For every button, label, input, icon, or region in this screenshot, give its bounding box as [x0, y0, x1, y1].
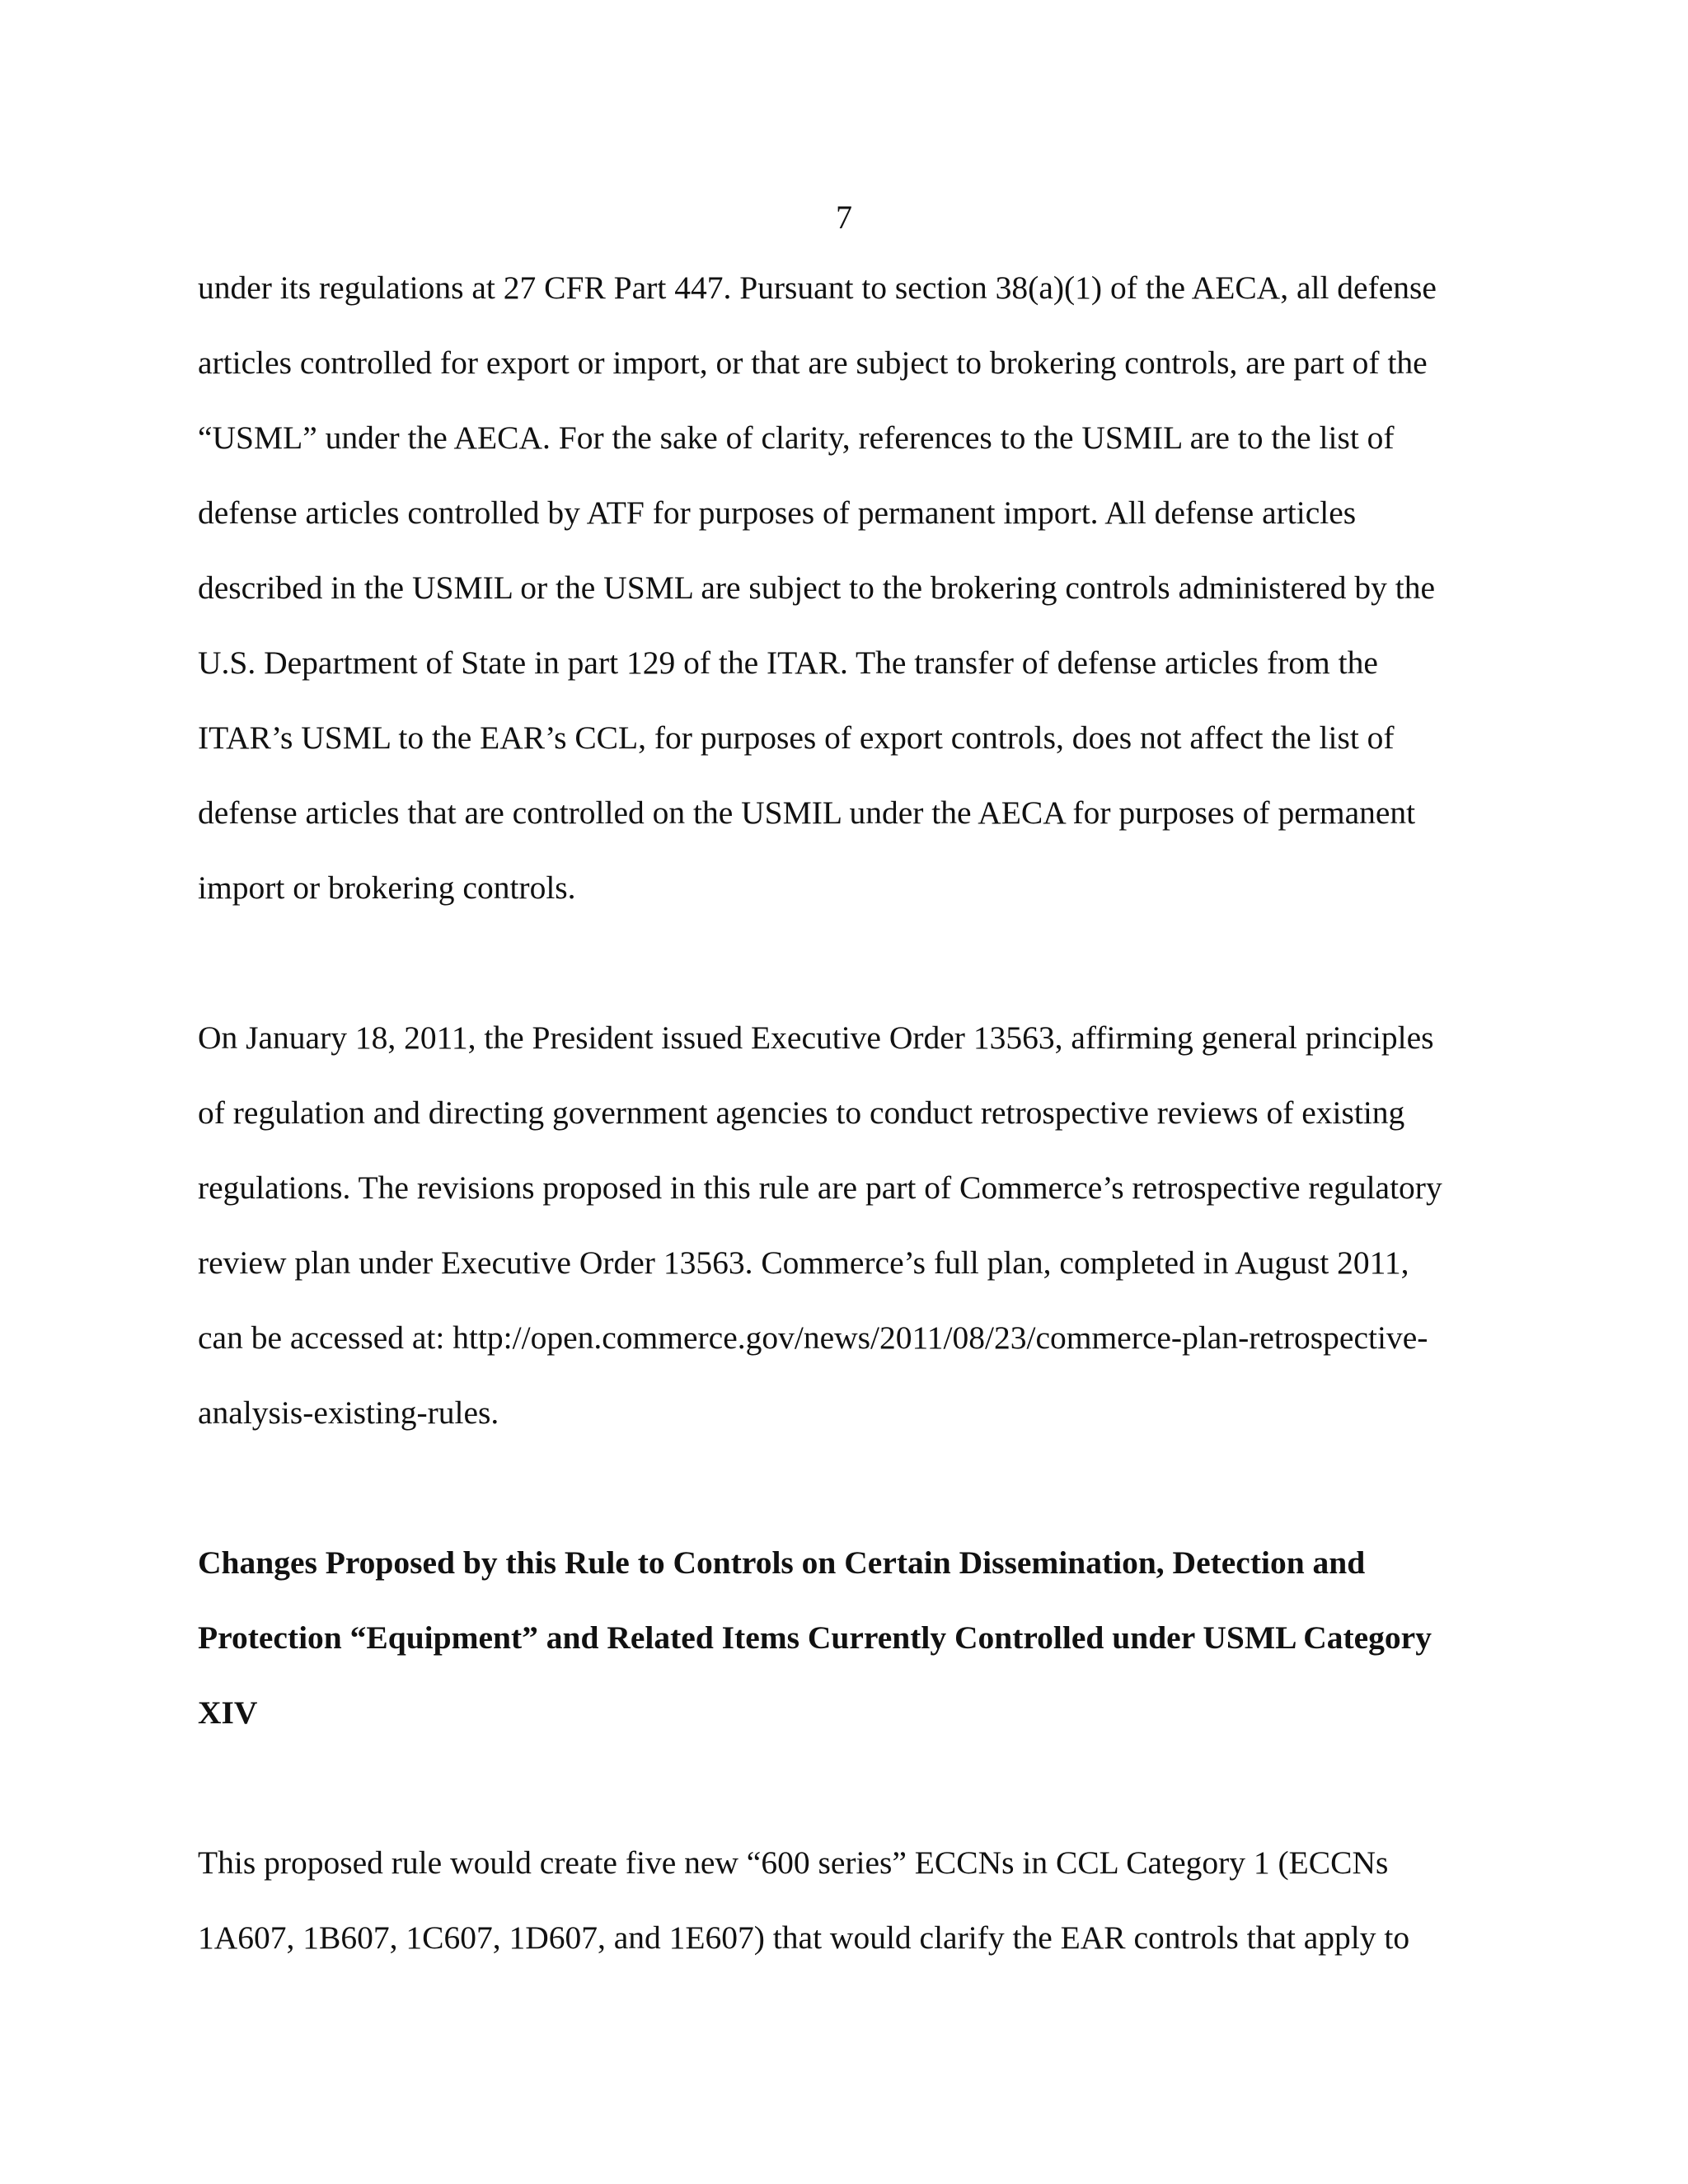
paragraph-line: regulations. The revisions proposed in this rule are part of Commerce’s retrospective regulatory: [198, 1169, 1442, 1206]
paragraph-line: import or brokering controls.: [198, 869, 576, 906]
paragraph-line: On January 18, 2011, the President issued Executive Order 13563, affirming general principles: [198, 1019, 1434, 1056]
paragraph-line: ITAR’s USML to the EAR’s CCL, for purposes of export controls, does not affect the list of: [198, 719, 1395, 756]
heading-line: XIV: [198, 1694, 258, 1731]
paragraph-line: analysis-existing-rules.: [198, 1394, 499, 1431]
paragraph-line: of regulation and directing government agencies to conduct retrospective reviews of existing: [198, 1094, 1405, 1131]
page-number: 7: [836, 199, 852, 236]
paragraph-line: articles controlled for export or import, or that are subject to brokering controls, are part of the: [198, 344, 1428, 381]
heading-line: Changes Proposed by this Rule to Controls on Certain Dissemination, Detection and: [198, 1544, 1366, 1581]
paragraph-line: defense articles that are controlled on the USMIL under the AECA for purposes of permanent: [198, 794, 1416, 831]
paragraph-line: described in the USMIL or the USML are subject to the brokering controls administered by the: [198, 569, 1435, 606]
paragraph-line: can be accessed at: http://open.commerce.gov/news/2011/08/23/commerce-plan-retrospective-: [198, 1319, 1428, 1356]
paragraph-line: U.S. Department of State in part 129 of the ITAR. The transfer of defense articles from the: [198, 644, 1378, 681]
heading-line: Protection “Equipment” and Related Items Currently Controlled under USML Category: [198, 1619, 1432, 1656]
paragraph-line: defense articles controlled by ATF for purposes of permanent import. All defense articles: [198, 494, 1357, 531]
paragraph-line: “USML” under the AECA. For the sake of clarity, references to the USMIL are to the list of: [198, 419, 1395, 456]
paragraph-line: review plan under Executive Order 13563. Commerce’s full plan, completed in August 2011,: [198, 1244, 1409, 1281]
paragraph-line: under its regulations at 27 CFR Part 447. Pursuant to section 38(a)(1) of the AECA, all defense: [198, 269, 1437, 306]
paragraph-line: 1A607, 1B607, 1C607, 1D607, and 1E607) that would clarify the EAR controls that apply to: [198, 1919, 1410, 1956]
paragraph-line: This proposed rule would create five new “600 series” ECCNs in CCL Category 1 (ECCNs: [198, 1844, 1389, 1881]
